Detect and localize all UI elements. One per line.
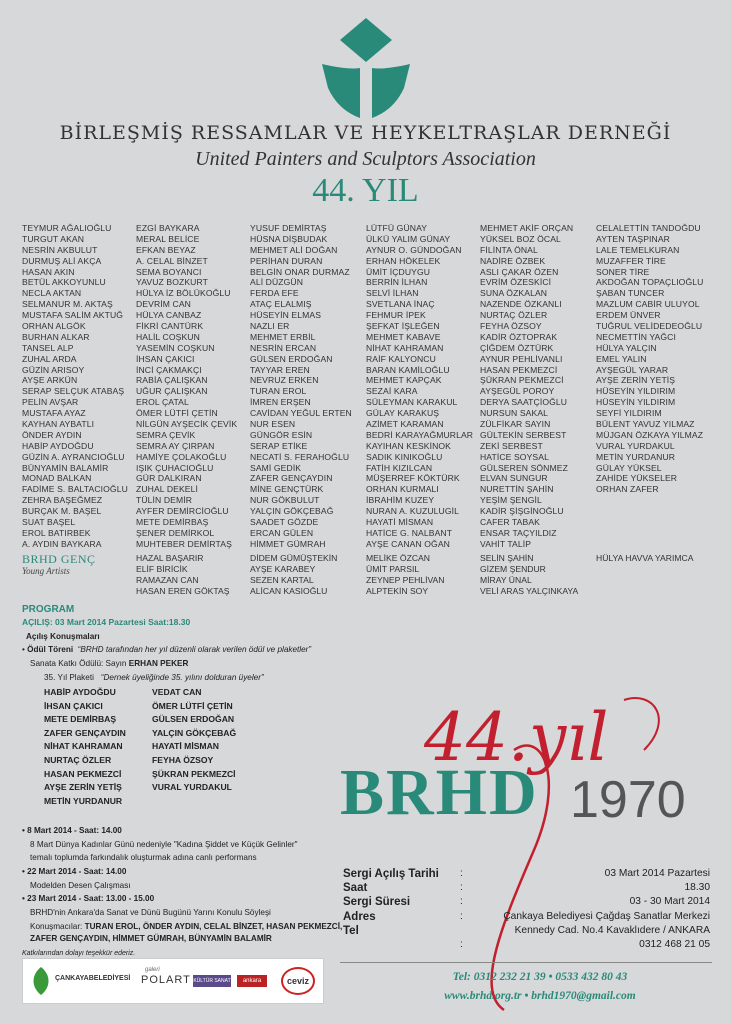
list-item: SEMA BOYANCI bbox=[136, 266, 202, 277]
list-item: EMEL YALIN bbox=[596, 353, 647, 364]
list-item: ERDEM ÜNVER bbox=[596, 310, 661, 321]
list-item: ORHAN ZAFER bbox=[596, 484, 659, 495]
list-item: TURAN EROL bbox=[250, 386, 307, 397]
list-item: VELİ ARAS YALÇINKAYA bbox=[480, 585, 579, 596]
list-item: METİN YURDANUR bbox=[596, 451, 676, 462]
list-item: HABİP AYDOĞDU bbox=[44, 687, 116, 697]
list-item: ALPTEKİN SOY bbox=[366, 585, 429, 596]
member-list-col5 bbox=[480, 223, 573, 550]
member-list-col3 bbox=[250, 223, 352, 550]
list-item: ÖNDER AYDIN bbox=[22, 429, 82, 440]
list-item: MEHMET KABAVE bbox=[366, 331, 441, 342]
plaque-line: 35. Yıl Plaketi “Dernek üyeliğinde 35. yılını dolduran üyeler” bbox=[44, 673, 264, 682]
list-item: SONER TİRE bbox=[596, 266, 650, 277]
list-item: GÜLAY KARAKUŞ bbox=[366, 408, 440, 419]
list-item: SELİN ŞAHİN bbox=[480, 553, 534, 563]
member-list-col2 bbox=[136, 223, 237, 550]
sponsor-polart: POLART bbox=[141, 974, 191, 986]
list-item: AYŞE ZERİN YETİŞ bbox=[596, 375, 676, 386]
list-item: TÜLİN DEMİR bbox=[136, 495, 193, 506]
info-label-2: Sergi Süresi bbox=[343, 896, 411, 909]
sponsor-bar bbox=[22, 958, 324, 1004]
sponsor-ceviz: ceviz bbox=[281, 967, 315, 995]
list-item: GÜNGÖR ESİN bbox=[250, 429, 313, 440]
list-item: ENSAR TAÇYILDIZ bbox=[480, 527, 557, 538]
list-item: A. CELAL BİNZET bbox=[136, 255, 208, 266]
list-item: HATİCE SOYSAL bbox=[480, 451, 549, 462]
list-item: NURSUN SAKAL bbox=[480, 408, 549, 419]
list-item: GİZEM ŞENDUR bbox=[480, 563, 546, 574]
info-label-3: Adres bbox=[343, 910, 376, 923]
member-list-col1 bbox=[22, 223, 128, 550]
opening-line: AÇILIŞ: 03 Mart 2014 Pazartesi Saat:18.30 bbox=[22, 617, 191, 627]
association-name-tr: BİRLEŞMİŞ RESSAMLAR VE HEYKELTRAŞLAR DERNEĞİ bbox=[59, 122, 672, 144]
list-item: NUR ESEN bbox=[250, 419, 296, 430]
list-item: AYNUR PEHLİVANLI bbox=[480, 353, 563, 364]
event2-date: • 22 Mart 2014 - Saat: 14.00 bbox=[22, 867, 127, 876]
list-item: YEŞİM ŞENGİL bbox=[480, 495, 542, 506]
list-item: BÜLENT YAVUZ YILMAZ bbox=[596, 419, 695, 430]
sponsor-kultur: KÜLTÜR SANAT bbox=[193, 975, 231, 987]
list-item: BELGİN ONAR DURMAZ bbox=[250, 266, 350, 277]
list-item: ÇİĞDEM ÖZTÜRK bbox=[480, 342, 554, 353]
member-list-col6 bbox=[596, 223, 703, 495]
list-item: NECLA AKTAN bbox=[22, 288, 82, 299]
list-item: ELVAN SUNGUR bbox=[480, 473, 548, 484]
info-value-1: 18.30 bbox=[684, 882, 710, 894]
list-item: VEDAT CAN bbox=[152, 687, 202, 697]
list-item: MUZAFFER TİRE bbox=[596, 255, 666, 266]
list-item: ÜMİT PARSIL bbox=[366, 563, 420, 574]
list-item: HAYATİ MİSMAN bbox=[366, 517, 434, 528]
info-label-1: Saat bbox=[343, 882, 368, 895]
list-item: MEHMET AKİF ORÇAN bbox=[480, 223, 574, 233]
list-item: FEYHA ÖZSOY bbox=[152, 754, 214, 765]
list-item: MİRAY ÜNAL bbox=[480, 574, 532, 585]
list-item: EVRİM ÖZESKİCİ bbox=[480, 277, 552, 288]
list-item: SEMRA AY ÇIRPAN bbox=[136, 440, 215, 451]
list-item: HÜLYA HAVVA YARIMCA bbox=[596, 553, 694, 563]
list-item: ORHAN ALGÖK bbox=[22, 321, 86, 332]
young-artists-title: BRHD GENÇ bbox=[22, 552, 96, 566]
list-item: HATİCE G. NALBANT bbox=[366, 527, 453, 538]
sponsor-ankara: ankara bbox=[237, 975, 267, 987]
list-item: KADİR ŞİŞGİNOĞLU bbox=[480, 506, 564, 517]
list-item: TEYMUR AĞALIOĞLU bbox=[22, 223, 112, 233]
contact-phones: Tel: 0312 232 21 39 • 0533 432 80 43 bbox=[452, 971, 628, 983]
list-item: NADİRE ÖZBEK bbox=[480, 255, 546, 266]
list-item: AYFER DEMİRCİOĞLU bbox=[136, 506, 229, 517]
anniversary-title: 44. YIL bbox=[312, 172, 419, 209]
list-item: YAVUZ BOZKURT bbox=[136, 277, 208, 288]
list-item: YASEMİN COŞKUN bbox=[136, 342, 215, 353]
brhd-logo-icon bbox=[318, 18, 414, 122]
honorees-left bbox=[44, 686, 126, 808]
list-item: İBRAHİM KUZEY bbox=[366, 495, 435, 506]
list-item: EROL BATIRBEK bbox=[22, 527, 91, 538]
info-value-2: 03 - 30 Mart 2014 bbox=[629, 896, 710, 908]
event3-date: • 23 Mart 2014 - Saat: 13.00 - 15.00 bbox=[22, 894, 155, 903]
list-item: KADİR ÖZTOPRAK bbox=[480, 331, 558, 342]
list-item: MİNE GENÇTÜRK bbox=[250, 484, 324, 495]
list-item: ATAÇ ELALMIŞ bbox=[250, 299, 312, 310]
speeches-line: Açılış Konuşmaları bbox=[26, 632, 100, 641]
divider-line bbox=[340, 962, 712, 963]
list-item: LALE TEMELKURAN bbox=[596, 244, 680, 255]
info-labels bbox=[343, 867, 439, 938]
list-item: NESRİN ERCAN bbox=[250, 342, 317, 353]
list-item: HÜSEYİN YILDIRIM bbox=[596, 386, 676, 397]
list-item: NİHAT KAHRAMAN bbox=[44, 741, 123, 752]
list-item: AYTEN TAŞPINAR bbox=[596, 233, 670, 244]
list-item: ZUHAL ARDA bbox=[22, 353, 77, 364]
list-item: ÜMİT İÇDUYGU bbox=[366, 266, 431, 277]
list-item: AZİMET KARAMAN bbox=[366, 419, 444, 430]
list-item: TURGUT AKAN bbox=[22, 233, 85, 244]
event1-date: • 8 Mart 2014 - Saat: 14.00 bbox=[22, 826, 122, 835]
list-item: FEYHA ÖZSOY bbox=[480, 321, 542, 332]
list-item: MERAL BELİCE bbox=[136, 233, 200, 244]
list-item: HABİP AYDOĞDU bbox=[22, 440, 94, 451]
list-item: SELMANUR M. AKTAŞ bbox=[22, 299, 113, 310]
list-item: HALİL COŞKUN bbox=[136, 331, 200, 342]
info-value-5: 0312 468 21 05 bbox=[639, 939, 710, 951]
list-item: A. AYDIN BAYKARA bbox=[22, 538, 102, 549]
list-item: PERİHAN DURAN bbox=[250, 255, 323, 266]
script-text: 44.yıl bbox=[424, 699, 609, 776]
list-item: ZUHAL DEKELİ bbox=[136, 484, 199, 495]
list-item: YUSUF DEMİRTAŞ bbox=[250, 223, 327, 233]
list-item: GÜLTEKİN SERBEST bbox=[480, 429, 567, 440]
sponsor-cankaya: ÇANKAYABELEDİYESİ bbox=[55, 975, 131, 982]
list-item: FİKRİ CANTÜRK bbox=[136, 321, 204, 332]
event1-line2: temalı toplumda farkındalık oluşturmak adına canlı performans bbox=[30, 853, 257, 862]
list-item: SEZEN KARTAL bbox=[250, 574, 314, 585]
list-item: ZAFER GENÇAYDIN bbox=[250, 473, 333, 484]
list-item: SELVİ İLHAN bbox=[366, 288, 419, 299]
list-item: ŞENER DEMİRKOL bbox=[136, 527, 215, 538]
list-item: YALÇIN GÖKÇEBAĞ bbox=[250, 506, 334, 517]
list-item: HAZAL BAŞARIR bbox=[136, 553, 204, 563]
list-item: HİMMET GÜMRAH bbox=[250, 538, 326, 549]
young-list-col3 bbox=[250, 553, 337, 597]
list-item: MELİKE ÖZCAN bbox=[366, 553, 430, 563]
list-item: ZEKİ SERBEST bbox=[480, 440, 543, 451]
list-item: ZEYNEP PEHLİVAN bbox=[366, 574, 445, 585]
list-item: NİHAT KAHRAMAN bbox=[366, 342, 444, 353]
list-item: VURAL YURDAKUL bbox=[152, 782, 232, 793]
list-item: SUAT BAŞEL bbox=[22, 517, 76, 528]
list-item: İNCİ ÇAKMAKÇI bbox=[136, 364, 202, 375]
list-item: BEDRİ KARAYAĞMURLAR bbox=[366, 429, 474, 440]
list-item: UĞUR ÇALIŞKAN bbox=[136, 386, 208, 397]
list-item: YÜKSEL BOZ ÖCAL bbox=[480, 233, 561, 244]
award-line: • Ödül Töreni “BRHD tarafından her yıl düzenli olarak verilen ödül ve plaketler” bbox=[22, 645, 312, 654]
list-item: HÜSEYİN ELMAS bbox=[250, 310, 322, 321]
list-item: ASLI ÇAKAR ÖZEN bbox=[480, 266, 559, 277]
list-item: MUHTEBER DEMİRTAŞ bbox=[136, 538, 232, 549]
thanks-note: Katkılarından dolayı teşekkür ederiz. bbox=[22, 950, 136, 957]
young-list-col4 bbox=[366, 553, 445, 597]
young-artists-subtitle: Young Artists bbox=[22, 566, 70, 576]
list-item: SÜLEYMAN KARAKUL bbox=[366, 397, 458, 408]
event2-line1: Modelden Desen Çalışması bbox=[30, 881, 131, 890]
list-item: ÖMER LÜTFİ ÇETİN bbox=[136, 408, 218, 419]
list-item: AYŞEGÜL YARAR bbox=[596, 364, 669, 375]
list-item: HÜSNA DİŞBUDAK bbox=[250, 233, 328, 244]
list-item: HÜLYA YALÇIN bbox=[596, 342, 657, 353]
list-item: HÜSEYİN YILDIRIM bbox=[596, 397, 676, 408]
list-item: TAYYAR EREN bbox=[250, 364, 310, 375]
list-item: EFKAN BEYAZ bbox=[136, 244, 196, 255]
list-item: ÜLKÜ YALIM GÜNAY bbox=[366, 233, 451, 244]
list-item: ALİCAN KASIOĞLU bbox=[250, 585, 328, 596]
list-item: FİLİNTA ÖNAL bbox=[480, 244, 538, 255]
list-item: DİDEM GÜMÜŞTEKİN bbox=[250, 553, 338, 563]
list-item: NUR GÖKBULUT bbox=[250, 495, 320, 506]
list-item: ORHAN KURMALI bbox=[366, 484, 439, 495]
list-item: TUĞRUL VELİDEDEOĞLU bbox=[596, 321, 703, 332]
list-item: MUSTAFA SALİM AKTUĞ bbox=[22, 310, 124, 321]
info-value-0: 03 Mart 2014 Pazartesi bbox=[604, 868, 710, 879]
list-item: SUNA ÖZKALAN bbox=[480, 288, 548, 299]
list-item: GÜZİN A. AYRANCIOĞLU bbox=[22, 451, 125, 462]
list-item: BETÜL AKKOYUNLU bbox=[22, 277, 106, 288]
bullet-icon: • bbox=[22, 645, 28, 654]
list-item: EROL ÇATAL bbox=[136, 397, 189, 408]
list-item: CAVİDAN YEĞUL ERTEN bbox=[250, 408, 352, 419]
member-list-col4 bbox=[366, 223, 473, 550]
info-label-5: Tel bbox=[343, 924, 359, 937]
list-item: NİLGÜN AYŞECİK ÇEVİK bbox=[136, 419, 238, 430]
list-item: BARAN KAMİLOĞLU bbox=[366, 364, 450, 375]
list-item: GÜLSEREN SÖNMEZ bbox=[480, 462, 568, 473]
list-item: ZÜLFİKAR SAYIN bbox=[480, 419, 551, 430]
list-item: GÜR DALKIRAN bbox=[136, 473, 202, 484]
list-item: MEHMET ERBİL bbox=[250, 331, 316, 342]
list-item: AYŞE KARABEY bbox=[250, 563, 316, 574]
list-item: NESRİN AKBULUT bbox=[22, 244, 98, 255]
info-value-4: Kennedy Cad. No.4 Kavaklıdere / ANKARA bbox=[514, 924, 710, 936]
young-list-col6 bbox=[596, 553, 693, 564]
list-item: TANSEL ALP bbox=[22, 342, 74, 353]
honorees-right bbox=[152, 686, 236, 795]
list-item: MAZLUM CABİR ULUYOL bbox=[596, 299, 700, 310]
brand-brhd: BRHD bbox=[340, 756, 539, 829]
list-item: MEHMET ALİ DOĞAN bbox=[250, 244, 338, 255]
list-item: ALİ DÜZGÜN bbox=[250, 277, 304, 288]
list-item: ŞEFKAT İŞLEĞEN bbox=[366, 321, 440, 332]
list-item: AYŞEGÜL POROY bbox=[480, 386, 555, 397]
list-item: CAFER TABAK bbox=[480, 517, 540, 528]
list-item: GÜLAY YÜKSEL bbox=[596, 462, 662, 473]
association-name-en: United Painters and Sculptors Association bbox=[195, 148, 536, 170]
list-item: HASAN AKIN bbox=[22, 266, 75, 277]
program-title: PROGRAM bbox=[22, 604, 75, 615]
young-list-col2 bbox=[136, 553, 229, 597]
list-item: DERYA SAATÇİOĞLU bbox=[480, 397, 568, 408]
list-item: HASAN PEKMEZCİ bbox=[480, 364, 558, 375]
list-item: EZGİ BAYKARA bbox=[136, 223, 200, 233]
list-item: ŞÜKRAN PEKMEZCİ bbox=[152, 768, 236, 779]
list-item: ERHAN HÖKELEK bbox=[366, 255, 441, 266]
list-item: ZAHİDE YÜKSELER bbox=[596, 473, 678, 484]
list-item: MONAD BALKAN bbox=[22, 473, 92, 484]
list-item: MUSTAFA AYAZ bbox=[22, 408, 86, 419]
list-item: HÜLYA CANBAZ bbox=[136, 310, 202, 321]
list-item: IŞIK ÇUHACIOĞLU bbox=[136, 462, 214, 473]
list-item: SADIK KINIKOĞLU bbox=[366, 451, 443, 462]
list-item: MEHMET KAPÇAK bbox=[366, 375, 442, 386]
list-item: GÜLSEN ERDOĞAN bbox=[250, 353, 333, 364]
young-list-col5 bbox=[480, 553, 578, 597]
list-item: SAMİ GEDİK bbox=[250, 462, 302, 473]
list-item: NURTAÇ ÖZLER bbox=[44, 754, 112, 765]
list-item: SEZAİ KARA bbox=[366, 386, 418, 397]
list-item: METE DEMİRBAŞ bbox=[136, 517, 209, 528]
event3-speakers-2: ZAFER GENÇAYDIN, HİMMET GÜMRAH, BÜNYAMİN BALAMİR bbox=[30, 934, 272, 943]
list-item: DEVRİM CAN bbox=[136, 299, 191, 310]
list-item: NAZENDE ÖZKANLI bbox=[480, 299, 562, 310]
list-item: VURAL YURDAKUL bbox=[596, 440, 675, 451]
list-item: CELALETTİN TANDOĞDU bbox=[596, 223, 701, 233]
info-label-0: Sergi Açılış Tarihi bbox=[343, 868, 439, 880]
list-item: ZEHRA BAŞEĞMEZ bbox=[22, 495, 103, 506]
event3-speakers: Konuşmacılar: TURAN EROL, ÖNDER AYDIN, CELAL BİNZET, HASAN PEKMEZCİ, bbox=[30, 922, 343, 931]
list-item: HASAN EREN GÖKTAŞ bbox=[136, 585, 230, 596]
list-item: RABİA ÇALIŞKAN bbox=[136, 375, 208, 386]
list-item: METE DEMİRBAŞ bbox=[44, 714, 117, 725]
contact-web: www.brhd.org.tr • brhd1970@gmail.com bbox=[444, 990, 636, 1002]
art-award-line: Sanata Katkı Ödülü: Sayın ERHAN PEKER bbox=[30, 659, 189, 668]
list-item: FADİME S. BALTACIOĞLU bbox=[22, 484, 128, 495]
list-item: DURMUŞ ALİ AKÇA bbox=[22, 255, 102, 266]
list-item: SERAP ETİKE bbox=[250, 440, 308, 451]
list-item: AYŞE ZERİN YETİŞ bbox=[44, 782, 122, 793]
brand-founded-year: 1970 bbox=[570, 771, 686, 829]
list-item: NECATİ S. FERAHOĞLU bbox=[250, 451, 350, 462]
list-item: ELİF BİRİCİK bbox=[136, 563, 188, 574]
list-item: SVETLANA İNAÇ bbox=[366, 299, 435, 310]
list-item: NAZLI ER bbox=[250, 321, 290, 332]
list-item: SEMRA ÇEVİK bbox=[136, 429, 196, 440]
list-item: MÜŞERREF KÖKTÜRK bbox=[366, 473, 460, 484]
list-item: NURTAÇ ÖZLER bbox=[480, 310, 548, 321]
list-item: MÜJGAN ÖZKAYA YILMAZ bbox=[596, 429, 704, 440]
list-item: İHSAN ÇAKICI bbox=[44, 700, 103, 711]
list-item: BURÇAK M. BAŞEL bbox=[22, 506, 102, 517]
list-item: HAMİYE ÇOLAKOĞLU bbox=[136, 451, 227, 462]
list-item: RAMAZAN CAN bbox=[136, 574, 199, 585]
list-item: SAADET GÖZDE bbox=[250, 517, 319, 528]
event1-line1: 8 Mart Dünya Kadınlar Günü nedeniyle "Kadına Şiddet ve Küçük Gelinler" bbox=[30, 840, 298, 849]
list-item: ÖMER LÜTFİ ÇETİN bbox=[152, 700, 233, 711]
list-item: AYŞE CANAN OĞAN bbox=[366, 538, 450, 549]
info-values bbox=[480, 867, 710, 952]
list-item: NEVRUZ ERKEN bbox=[250, 375, 319, 386]
list-item: RAİF KALYONCU bbox=[366, 353, 436, 364]
list-item: LÜTFÜ GÜNAY bbox=[366, 223, 428, 233]
list-item: KAYHAN AYBATLI bbox=[22, 419, 95, 430]
list-item: ERCAN GÜLEN bbox=[250, 527, 314, 538]
list-item: FATİH KIZILCAN bbox=[366, 462, 433, 473]
list-item: AYNUR O. GÜNDOĞAN bbox=[366, 244, 462, 255]
list-item: PELİN AVŞAR bbox=[22, 397, 79, 408]
list-item: İMREN ERŞEN bbox=[250, 397, 311, 408]
list-item: NECMETTİN YAĞCI bbox=[596, 331, 676, 342]
cankaya-leaf-icon bbox=[29, 965, 53, 997]
info-value-3: Çankaya Belediyesi Çağdaş Sanatlar Merkezi bbox=[503, 910, 710, 922]
list-item: BERRİN İLHAN bbox=[366, 277, 428, 288]
list-item: METİN YURDANUR bbox=[44, 795, 123, 806]
list-item: AKDOĞAN TOPAÇLIOĞLU bbox=[596, 277, 704, 288]
list-item: AYŞE ARKÜN bbox=[22, 375, 78, 386]
list-item: YALÇIN GÖKÇEBAĞ bbox=[152, 727, 237, 738]
list-item: ŞÜKRAN PEKMEZCİ bbox=[480, 375, 564, 386]
list-item: KAYIHAN KESKİNOK bbox=[366, 440, 452, 451]
list-item: BURHAN ALKAR bbox=[22, 331, 90, 342]
list-item: İHSAN ÇAKICI bbox=[136, 353, 195, 364]
info-colons: : : : : : bbox=[460, 868, 463, 951]
list-item: VAHİT TALİP bbox=[480, 538, 532, 549]
list-item: BÜNYAMİN BALAMİR bbox=[22, 462, 109, 473]
list-item: HAYATİ MİSMAN bbox=[152, 741, 220, 752]
list-item: FERDA EFE bbox=[250, 288, 299, 299]
event3-line1: BRHD'nin Ankara'da Sanat ve Dünü Bugünü Yarını Konulu Söyleşi bbox=[30, 908, 271, 917]
list-item: ŞABAN TUNCER bbox=[596, 288, 665, 299]
list-item: GÜZİN ARISOY bbox=[22, 364, 85, 375]
list-item: HÜLYA İZ BÖLÜKOĞLU bbox=[136, 288, 231, 299]
list-item: NURAN A. KUZULUGİL bbox=[366, 506, 460, 517]
list-item: ZAFER GENÇAYDIN bbox=[44, 727, 126, 738]
list-item: FEHMUR İPEK bbox=[366, 310, 426, 321]
list-item: SEYFİ YILDIRIM bbox=[596, 408, 662, 419]
list-item: NURETTİN ŞAHİN bbox=[480, 484, 554, 495]
list-item: GÜLSEN ERDOĞAN bbox=[152, 714, 235, 725]
sponsor-polart-small: galeri bbox=[145, 967, 160, 973]
list-item: HASAN PEKMEZCİ bbox=[44, 768, 122, 779]
list-item: SERAP SELÇUK ATABAŞ bbox=[22, 386, 125, 397]
